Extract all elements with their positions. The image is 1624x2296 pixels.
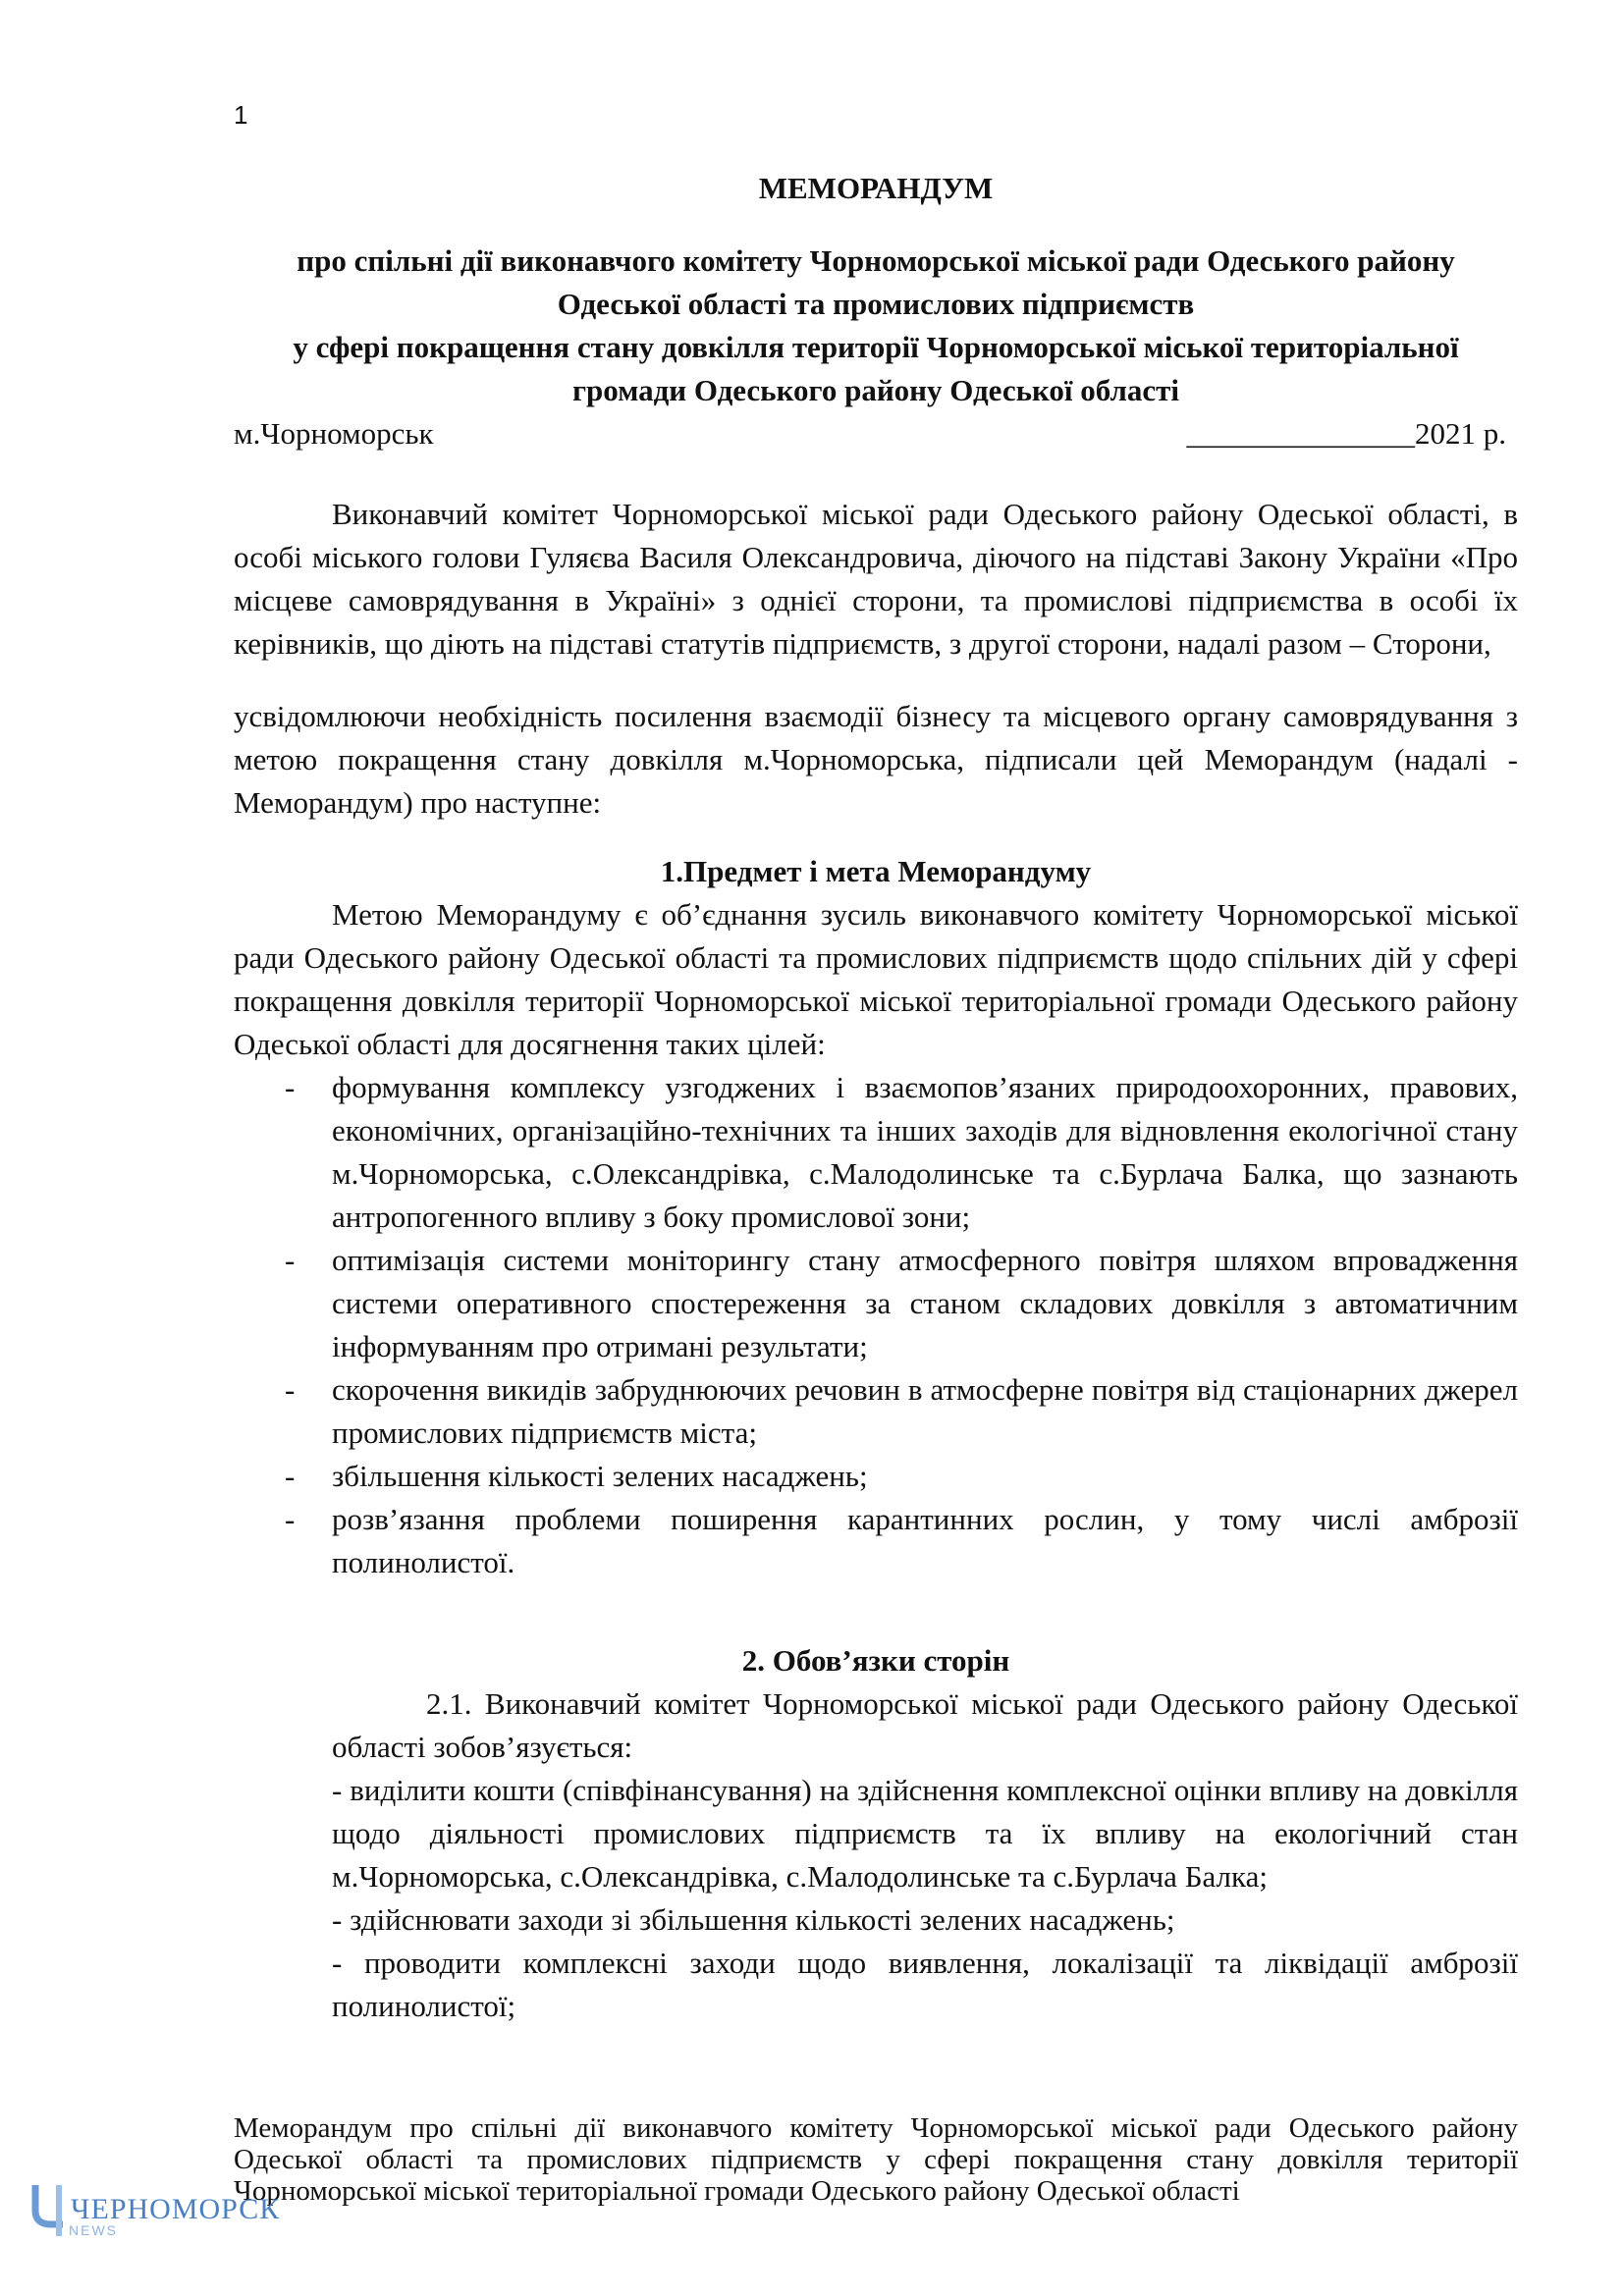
subtitle-line-4: громади Одеського району Одеської області — [571, 373, 1180, 407]
page-number: 1 — [234, 100, 248, 130]
list-item — [234, 1066, 1518, 1239]
list-item — [234, 1239, 1518, 1368]
list-item-text: розв’язання проблеми поширення карантинних рослин, у тому числі амброзії полинолистої. — [332, 1502, 1518, 1579]
list-dash: - — [285, 1070, 296, 1104]
place-date-row — [234, 412, 1518, 455]
section-2-heading: 2. Обов’язки сторін — [741, 1643, 1010, 1678]
clause-2-1-intro: 2.1. Виконавчий комітет Чорноморської міської ради Одеського району Одеської області зобов’язується: — [332, 1686, 1518, 1764]
watermark-logo — [29, 2177, 285, 2246]
list-dash: - — [285, 1243, 296, 1277]
clause-2-1 — [234, 1682, 1518, 2028]
subtitle-line-2: Одеської області та промислових підприємств — [557, 287, 1195, 321]
list-dash: - — [285, 1372, 296, 1407]
preamble-paragraph-1: Виконавчий комітет Чорноморської міської ради Одеського району Одеської області, в особі міського голови Гуляєва Василя Олександровича, діючого на підставі Закону України «Про місцеве самоврядування в Україні» з однієї сторони, та промислові підприємства в особі їх керівників, що діють на підставі статутів підприємств, з другої сторони, надалі разом – Сторони, — [234, 497, 1518, 661]
list-item-text: збільшення кількості зелених насаджень; — [332, 1459, 868, 1493]
list-item-text: оптимізація системи моніторингу стану атмосферного повітря шляхом впровадження системи оперативного спостереження за станом складових довкілля з автоматичним інформуванням про отримані результати; — [332, 1243, 1518, 1363]
list-item-text: скорочення викидів забруднюючих речовин в атмосферне повітря від стаціонарних джерел промислових підприємств міста; — [332, 1372, 1518, 1450]
section-1-heading: 1.Предмет і мета Меморандуму — [660, 854, 1092, 888]
document-body — [234, 167, 1518, 2028]
list-item — [234, 1368, 1518, 1455]
list-dash: - — [285, 1459, 296, 1493]
logo-text: ЧЕРНОМОРСК — [71, 2193, 281, 2225]
place: м.Чорноморськ — [234, 416, 434, 451]
list-dash: - — [285, 1502, 296, 1536]
preamble-paragraph-2: усвідомлюючи необхідність посилення взаємодії бізнесу та місцевого органу самоврядування з метою покращення стану довкілля м.Чорноморська, підписали цей Меморандум (надалі - Меморандум) про наступне: — [234, 699, 1518, 820]
section-1-goals-list — [234, 1066, 1518, 1584]
subtitle-line-1: про спільні дії виконавчого комітету Чорноморської міської ради Одеського району — [297, 243, 1455, 278]
subtitle-line-3: у сфері покращення стану довкілля території Чорноморської міської територіальної — [293, 330, 1459, 364]
page-footer: Меморандум про спільні дії виконавчого комітету Чорноморської міської ради Одеського району Одеської області та промислових підприємств у сфері покращення стану довкілля території Чорноморської міської територіальної громади Одеського району Одеської області — [234, 2112, 1518, 2207]
date: _______________2021 р. — [1186, 416, 1506, 451]
clause-2-1-item-2: - здійснювати заходи зі збільшення кількості зелених насаджень; — [332, 1902, 1175, 1937]
section-1-intro: Метою Меморандуму є об’єднання зусиль виконавчого комітету Чорноморської міської ради Одеського району Одеської області та промислових підприємств щодо спільних дій у сфері покращення довкілля території Чорноморської міської територіальної громади Одеського району Одеської області для досягнення таких цілей: — [234, 897, 1518, 1061]
logo-subtext: NEWS — [69, 2222, 118, 2238]
list-item — [234, 1455, 1518, 1498]
list-item — [234, 1498, 1518, 1584]
list-item-text: формування комплексу узгоджених і взаємопов’язаних природоохоронних, правових, економічних, організаційно-технічних та інших заходів для відновлення екологічної стану м.Чорноморська, с.Олександрівка, с.Малодолинське та с.Бурлача Балка, що зазнають антропогенного впливу з боку промислової зони; — [332, 1070, 1518, 1234]
clause-2-1-item-1: - виділити кошти (співфінансування) на здійснення комплексної оцінки впливу на довкілля щодо діяльності промислових підприємств та їх впливу на екологічний стан м.Чорноморська, с.Олександрівка, с.Малодолинське та с.Бурлача Балка; — [332, 1773, 1518, 1894]
clause-2-1-item-3: - проводити комплексні заходи щодо виявлення, локалізації та ліквідації амброзії полинолистої; — [332, 1946, 1518, 2023]
document-title: МЕМОРАНДУМ — [758, 171, 994, 205]
